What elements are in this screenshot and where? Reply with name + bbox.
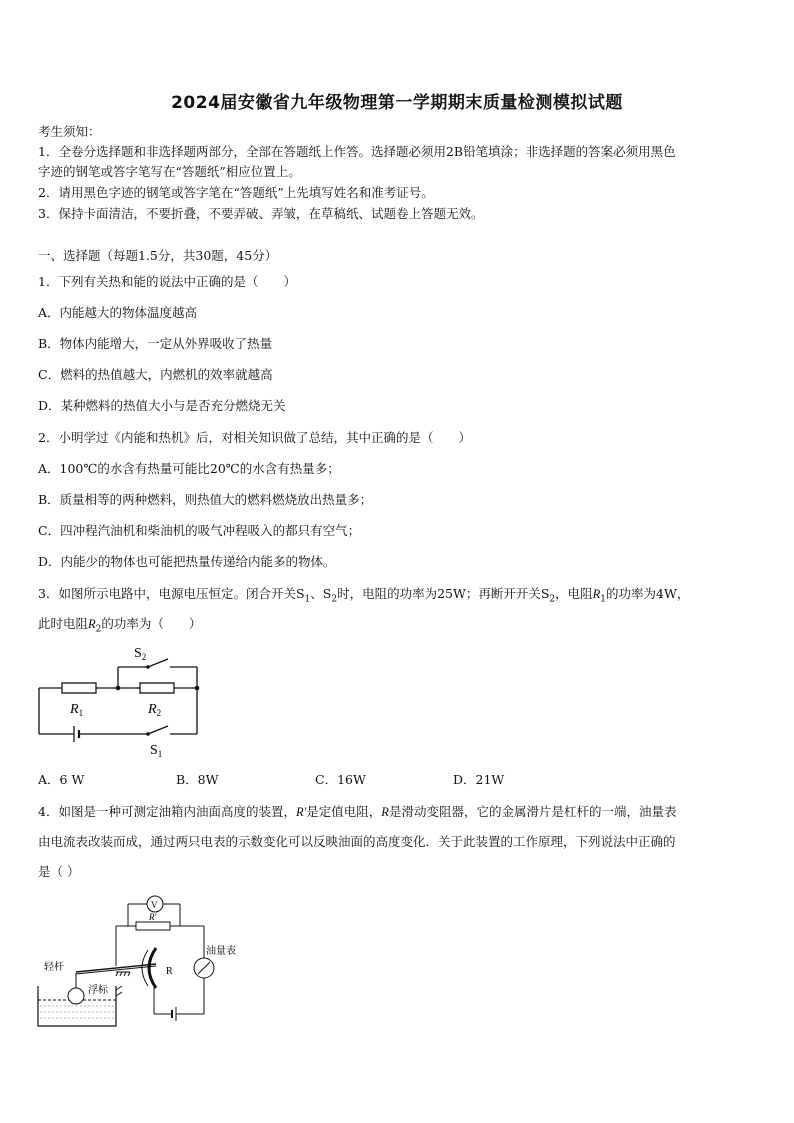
q4-stem-line-3: 是（ ）	[38, 864, 80, 879]
resistor-r2	[140, 683, 174, 693]
q3-option-a: A．6 W	[38, 772, 85, 787]
rheostat-r	[149, 948, 156, 988]
resistor-r1	[62, 683, 96, 693]
resistor-r-prime	[136, 922, 170, 930]
q4-oil-gauge-diagram	[36, 890, 266, 1035]
label-r-prime: R'	[149, 912, 157, 922]
q3-option-c: C．16W	[315, 772, 366, 787]
q1-option-b: B．物体内能增大，一定从外界吸收了热量	[38, 336, 273, 351]
q3-option-d: D．21W	[453, 772, 505, 787]
q3-stem: 3．如图所示电路中，电源电压恒定。闭合开关$S_1$、$S_2$时，电阻的功率为25W；再断开开关$S_2$，电阻$R_1$的功率为4W，	[38, 586, 690, 605]
label-lever: 轻杆	[44, 962, 64, 973]
q1-stem: 1．下列有关热和能的说法中正确的是（ ）	[38, 274, 296, 289]
q2-stem: 2．小明学过《内能和热机》后，对相关知识做了总结，其中正确的是（ ）	[38, 430, 471, 445]
q2-option-d: D．内能少的物体也可能把热量传递给内能多的物体。	[38, 554, 336, 569]
float	[68, 988, 84, 1004]
notice-line-1: 1．全卷分选择题和非选择题两部分，全部在答题纸上作答。选择题必须用2B铅笔填涂；非选择题的答案必须用黑色	[38, 144, 676, 159]
notice-line-4: 3．保持卡面清洁，不要折叠，不要弄破、弄皱，在草稿纸、试题卷上答题无效。	[38, 206, 484, 221]
q1-option-c: C．燃料的热值越大，内燃机的效率就越高	[38, 367, 273, 382]
q3-option-b: B．8W	[176, 772, 219, 787]
switch-s2	[148, 659, 168, 667]
label-v: V	[151, 900, 158, 910]
q1-option-a: A．内能越大的物体温度越高	[38, 305, 198, 320]
label-s1: $S_1$	[150, 743, 163, 759]
label-r1: $R_1$	[70, 702, 84, 718]
q2-option-a: A．100℃的水含有热量可能比20℃的水含有热量多；	[38, 461, 340, 476]
q1-option-d: D．某种燃料的热值大小与是否充分燃烧无关	[38, 398, 286, 413]
page-title: 2024届安徽省九年级物理第一学期期末质量检测模拟试题	[171, 93, 623, 113]
q2-option-b: B．质量相等的两种燃料，则热值大的燃料燃烧放出热量多；	[38, 492, 373, 507]
label-s2: $S_2$	[134, 646, 147, 662]
notice-line-3: 2．请用黑色字迹的钢笔或答字笔在“答题纸”上先填写姓名和准考证号。	[38, 185, 434, 200]
label-float: 浮标	[88, 985, 108, 996]
label-r: R	[166, 966, 173, 977]
q3-circuit-diagram	[30, 640, 220, 760]
label-r2: $R_2$	[148, 702, 162, 718]
label-oil-meter: 油量表	[206, 946, 236, 957]
notice-label: 考生须知：	[38, 124, 101, 139]
q4-stem-line-1: 4．如图是一种可测定油箱内油面高度的装置，R'是定值电阻，R是滑动变阻器，它的金属滑片是杠杆的一端，油量表	[38, 804, 677, 819]
switch-s1	[148, 726, 168, 734]
section-heading: 一、选择题（每题1.5分，共30题，45分）	[38, 248, 278, 263]
q3-stem-line-2: 此时电阻$R_2$的功率为（ ）	[38, 616, 202, 635]
notice-line-2: 字迹的钢笔或答字笔写在“答题纸”相应位置上。	[38, 164, 301, 179]
q4-stem-line-2: 由电流表改装而成，通过两只电表的示数变化可以反映油面的高度变化．关于此装置的工作原理，下列说法中正确的	[38, 834, 676, 849]
q2-option-c: C．四冲程汽油机和柴油机的吸气冲程吸入的都只有空气；	[38, 523, 361, 538]
